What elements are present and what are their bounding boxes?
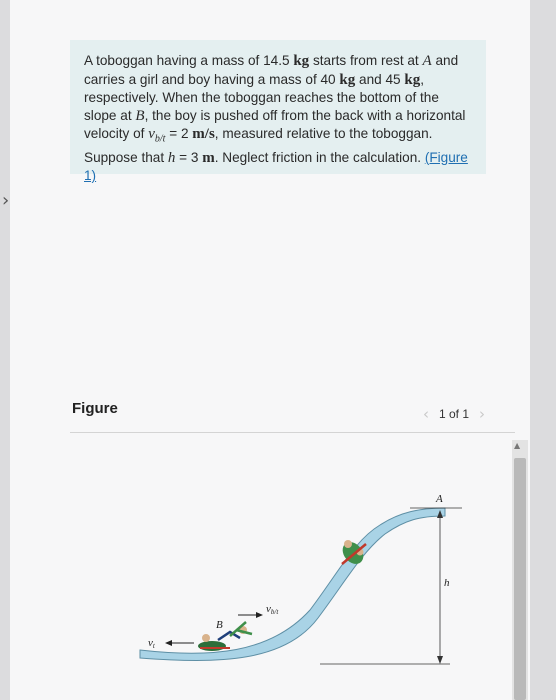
toboggan-at-bottom-icon [198,622,252,651]
text: and 45 [355,71,405,87]
slope-surface [140,508,445,660]
unit: m/s [192,126,215,143]
point-symbol: A [422,53,432,69]
text: , the boy is pushed off from the back with a horizontal velocity of [84,107,466,142]
label-h: h [444,577,450,589]
text: A toboggan having a mass of 14.5 [84,53,294,68]
text: = 3 [175,149,203,165]
text: starts from rest at [309,53,423,68]
label-A: A [436,493,443,505]
text: = 2 [165,126,193,142]
expand-chevron-icon[interactable]: › [2,190,10,211]
unit: kg [404,71,421,88]
boy-velocity-arrowhead [256,612,263,618]
figure-link[interactable]: (Figure 1) [84,149,468,184]
velocity-symbol: v [148,126,155,143]
figure-pager [423,405,485,423]
unit: m [202,149,215,166]
figure-divider [70,432,515,433]
label-vt [148,637,156,650]
toboggan-velocity-arrowhead [165,640,172,646]
label-B: B [216,619,223,631]
text: , measured relative to the toboggan. Suppose that [84,126,433,165]
toboggan-figure [70,440,510,700]
height-arrow-bottom [437,656,443,664]
text: and carries a girl and boy having a mass of 40 [84,53,459,87]
vt-symbol: v [148,637,153,649]
vt-subscript: t [152,642,155,650]
problem-statement [70,40,486,184]
pager-count: 1 of 1 [439,407,470,421]
vbt-symbol: v [266,603,271,615]
vbt-subscript: b/t [270,608,279,616]
label-vbt [266,603,279,616]
scrollbar-thumb[interactable] [514,458,526,700]
scroll-up-icon[interactable]: ▲ [514,441,521,450]
unit: kg [293,53,310,69]
figure-title: Figure [72,400,118,417]
next-figure-icon[interactable]: › [479,405,486,423]
velocity-subscript: b/t [154,134,166,146]
text: . Neglect friction in the calculation. [214,149,425,165]
previous-figure-icon[interactable]: ‹ [423,405,429,423]
text: , respectively. When the toboggan reaches the bottom of the slope at [84,71,439,123]
point-symbol: B [135,107,145,124]
unit: kg [339,71,356,88]
height-symbol: h [167,149,176,166]
